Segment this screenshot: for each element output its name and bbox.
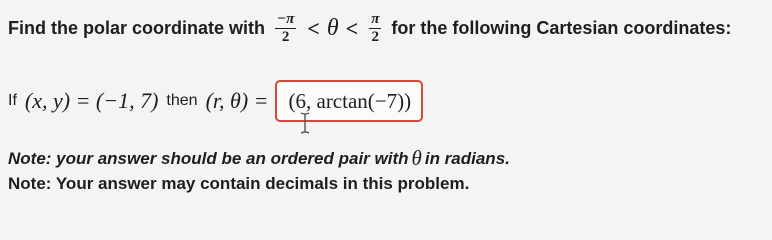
question-suffix: for the following Cartesian coordinates: [391,18,732,38]
less-than-symbol: < [307,15,320,41]
lower-bound-numerator: −π [277,11,295,27]
answer-value: (6, arctan(−7)) [288,88,412,113]
answer-input[interactable] [275,80,424,122]
then-label: then [166,92,198,109]
note2-text: Note: Your answer may contain decimals in this problem. [8,174,470,193]
upper-bound-fraction [369,12,381,45]
note1-tail: in radians. [424,148,510,168]
if-label: If [8,92,17,109]
cartesian-equation: (x, y) = (−1, 7) [24,88,159,113]
question-prefix: Find the polar coordinate with [8,18,266,38]
theta-symbol: θ [326,15,339,41]
note1-theta: θ [411,146,422,170]
note1-text: Note: your answer should be an ordered pair with [8,148,409,168]
question-line [8,12,731,45]
note-decimals [8,174,469,194]
note-radians [8,146,510,171]
upper-bound-denominator: 2 [371,29,380,45]
text-cursor-icon [298,112,312,134]
upper-bound-numerator: π [371,11,380,27]
lower-bound-denominator: 2 [281,29,290,45]
polar-lhs: (r, θ) = [205,88,269,113]
given-line [8,80,423,122]
lower-bound-fraction [275,12,296,45]
less-than-symbol: < [345,15,359,41]
